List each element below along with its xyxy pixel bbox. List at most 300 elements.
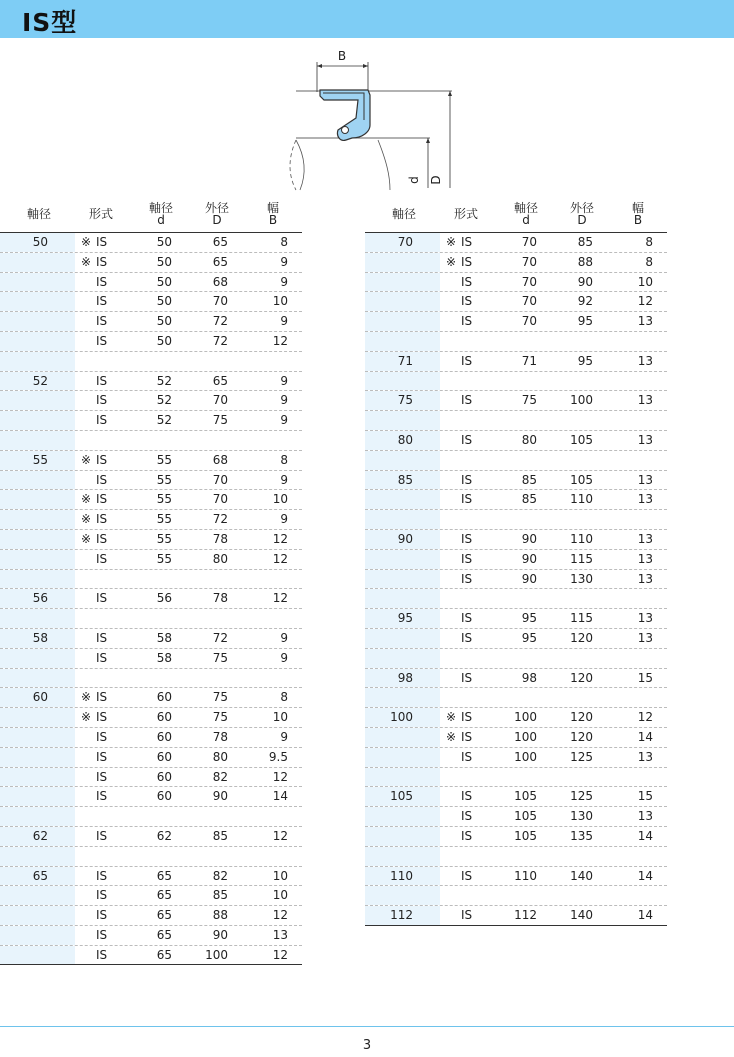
cell-mark: ※ (446, 729, 457, 744)
table-row (0, 352, 302, 372)
header-inner-d-text: 軸径 (513, 201, 538, 215)
cell-shaft (365, 728, 413, 747)
cell-d: 56 (156, 591, 172, 606)
dim-b-label: B (337, 49, 347, 63)
cell-D: 72 (212, 314, 228, 329)
cell-D (196, 669, 228, 688)
cell-shaft: 65 (32, 868, 48, 883)
cell-d: 52 (156, 373, 172, 388)
cell-d: 90 (521, 531, 537, 546)
cell-D: 135 (570, 828, 593, 843)
table-row (365, 451, 667, 471)
table-row (365, 570, 667, 590)
header-shaft-text: 軸径 (391, 207, 416, 221)
cell-mark (81, 926, 95, 945)
cell-d: 95 (521, 611, 537, 626)
cell-type: IS (96, 908, 108, 923)
cell-b (613, 886, 653, 905)
cell-mark (81, 787, 95, 806)
header-inner-d-text: 軸径 (148, 201, 173, 215)
cell-shaft: 98 (397, 670, 413, 685)
cell-shaft: 50 (32, 235, 48, 249)
cell-mark (81, 431, 95, 450)
cell-D: 88 (577, 254, 593, 269)
cell-b (613, 649, 653, 668)
cell-mark: ※ (81, 690, 92, 705)
cell-D: 68 (212, 274, 228, 289)
cell-mark (81, 471, 95, 490)
table-row (365, 649, 667, 669)
cell-D: 78 (212, 729, 228, 744)
cell-b: 13 (637, 809, 653, 824)
cell-d (505, 372, 537, 391)
cell-D: 72 (212, 333, 228, 348)
table-row (0, 886, 302, 906)
cell-type: IS (96, 749, 108, 764)
cell-d: 50 (156, 235, 172, 249)
cell-d: 90 (521, 571, 537, 586)
cell-shaft (0, 669, 48, 688)
cell-b: 13 (637, 749, 653, 764)
table-row (365, 530, 667, 550)
cell-type: IS (96, 650, 108, 665)
table-row (0, 649, 302, 669)
table-row (365, 748, 667, 768)
cell-type: IS (461, 630, 473, 645)
cell-b: 14 (637, 828, 653, 843)
cell-shaft (0, 649, 48, 668)
cell-d: 62 (156, 828, 172, 843)
cell-b: 10 (272, 888, 288, 903)
cell-mark (446, 768, 460, 787)
cell-b: 13 (637, 472, 653, 487)
table-row (365, 471, 667, 491)
cell-D: 82 (212, 868, 228, 883)
cell-d (505, 332, 537, 351)
cell-mark (446, 490, 460, 509)
header-shaft-text: 軸径 (26, 207, 51, 221)
cell-b: 14 (637, 729, 653, 744)
cell-mark (81, 332, 95, 351)
cell-d (505, 589, 537, 608)
cell-type: IS (461, 235, 473, 249)
cell-type (96, 431, 126, 450)
size-table-left (0, 196, 302, 965)
cell-shaft (0, 431, 48, 450)
cell-b: 12 (272, 531, 288, 546)
cell-shaft (0, 292, 48, 311)
table-row (0, 431, 302, 451)
cell-type: IS (461, 492, 473, 507)
cell-d: 50 (156, 314, 172, 329)
table-row (0, 787, 302, 807)
cell-mark (446, 273, 460, 292)
cell-b (613, 847, 653, 866)
cell-mark (81, 273, 95, 292)
cell-d: 100 (514, 749, 537, 764)
cell-d: 70 (521, 254, 537, 269)
cell-type: IS (96, 373, 108, 388)
cell-d: 65 (156, 908, 172, 923)
cell-shaft (0, 906, 48, 925)
cell-D: 80 (212, 749, 228, 764)
cell-d: 65 (156, 868, 172, 883)
cell-type: IS (96, 413, 108, 428)
cell-D (561, 589, 593, 608)
cell-b: 13 (637, 630, 653, 645)
cell-type: IS (461, 571, 473, 586)
table-row (0, 332, 302, 352)
cell-b: 14 (637, 868, 653, 883)
cell-type (96, 352, 126, 371)
cell-D (561, 847, 593, 866)
cell-d (505, 886, 537, 905)
cell-shaft (0, 787, 48, 806)
cell-D: 80 (212, 551, 228, 566)
header-outer-d (557, 196, 607, 232)
cell-d (140, 352, 172, 371)
cell-mark (446, 550, 460, 569)
cell-type (461, 847, 491, 866)
cell-D (196, 352, 228, 371)
cell-d: 85 (521, 472, 537, 487)
cell-D: 92 (577, 294, 593, 309)
cell-mark (446, 827, 460, 846)
cell-d: 60 (156, 729, 172, 744)
table-row (365, 273, 667, 293)
header-width-b-text: B (633, 213, 643, 227)
cell-shaft: 60 (32, 690, 48, 705)
table-row (0, 807, 302, 827)
cell-D (561, 372, 593, 391)
header-inner-d-text: d (157, 213, 165, 227)
cell-D: 75 (212, 650, 228, 665)
cell-d: 70 (521, 274, 537, 289)
cell-b: 12 (637, 710, 653, 725)
cell-b: 9 (280, 314, 288, 329)
cell-mark (81, 292, 95, 311)
cell-d (505, 510, 537, 529)
cell-type: IS (461, 828, 473, 843)
cell-D: 130 (570, 571, 593, 586)
cell-D: 105 (570, 472, 593, 487)
cell-b: 9 (280, 512, 288, 527)
cell-d: 110 (514, 868, 537, 883)
cell-mark (81, 352, 95, 371)
cell-D (561, 332, 593, 351)
cell-b: 10 (272, 492, 288, 507)
cell-shaft: 110 (390, 868, 413, 883)
cell-type (96, 669, 126, 688)
cell-b (248, 431, 288, 450)
cell-shaft (365, 411, 413, 430)
cell-mark (446, 451, 460, 470)
cell-d: 60 (156, 710, 172, 725)
table-row (0, 906, 302, 926)
cell-mark (81, 768, 95, 787)
table-row (365, 589, 667, 609)
cell-D: 85 (212, 828, 228, 843)
cell-type: IS (461, 353, 473, 368)
cell-mark (81, 649, 95, 668)
cell-d: 71 (521, 353, 537, 368)
table-row (365, 867, 667, 887)
cell-b: 13 (637, 353, 653, 368)
cell-b (248, 609, 288, 628)
cell-mark: ※ (81, 710, 92, 725)
cell-shaft: 80 (397, 432, 413, 447)
cell-type (461, 372, 491, 391)
cell-b: 8 (645, 235, 653, 249)
table-row (0, 827, 302, 847)
cell-type (461, 768, 491, 787)
cell-type: IS (461, 432, 473, 447)
cell-type: IS (96, 927, 108, 942)
cell-b (613, 768, 653, 787)
cell-shaft (0, 946, 48, 965)
cell-D (561, 451, 593, 470)
cell-D: 125 (570, 789, 593, 804)
cell-d: 60 (156, 789, 172, 804)
cell-D: 72 (212, 512, 228, 527)
cell-d: 70 (521, 235, 537, 249)
cell-D: 70 (212, 393, 228, 408)
cell-d: 52 (156, 393, 172, 408)
cell-mark: ※ (446, 235, 457, 249)
cell-d: 55 (156, 492, 172, 507)
cell-D (561, 886, 593, 905)
cell-d: 58 (156, 630, 172, 645)
cell-b: 10 (272, 868, 288, 883)
cell-b: 9 (280, 650, 288, 665)
cell-D: 85 (577, 235, 593, 249)
cell-shaft (0, 807, 48, 826)
table-row (365, 669, 667, 689)
cell-type: IS (96, 551, 108, 566)
cell-D (196, 570, 228, 589)
cell-d: 70 (521, 314, 537, 329)
cell-shaft (365, 372, 413, 391)
cell-shaft (0, 570, 48, 589)
cell-b: 12 (637, 294, 653, 309)
cell-shaft (365, 570, 413, 589)
cell-b: 12 (272, 333, 288, 348)
cell-D: 75 (212, 710, 228, 725)
cell-type: IS (96, 333, 108, 348)
header-type (76, 196, 126, 232)
cell-D (561, 649, 593, 668)
cell-shaft (365, 688, 413, 707)
cell-b (248, 352, 288, 371)
cell-shaft (0, 886, 48, 905)
header-type-text: 形式 (453, 207, 478, 221)
table-row (0, 391, 302, 411)
cell-D (561, 688, 593, 707)
cell-mark (81, 372, 95, 391)
cell-mark: ※ (446, 254, 457, 269)
cell-shaft (365, 847, 413, 866)
cell-type (461, 688, 491, 707)
header-type-text: 形式 (88, 207, 113, 221)
cell-d: 80 (521, 432, 537, 447)
cell-b: 13 (637, 571, 653, 586)
cell-type: IS (96, 729, 108, 744)
cell-mark (446, 906, 460, 925)
table-row (365, 292, 667, 312)
table-row (365, 550, 667, 570)
cell-mark (81, 589, 95, 608)
cell-shaft: 112 (390, 908, 413, 923)
cell-mark (81, 411, 95, 430)
header-outer-d-text: D (212, 213, 222, 227)
cell-b: 9 (280, 274, 288, 289)
table-row (0, 292, 302, 312)
cell-d: 55 (156, 531, 172, 546)
cell-shaft (0, 273, 48, 292)
cell-b (248, 807, 288, 826)
table-row (0, 589, 302, 609)
table-body (0, 232, 302, 965)
table-row (0, 273, 302, 293)
cell-b (248, 669, 288, 688)
table-row (365, 847, 667, 867)
cell-type: IS (461, 670, 473, 685)
cell-d: 70 (521, 294, 537, 309)
cell-shaft: 95 (397, 611, 413, 626)
cell-b: 9 (280, 630, 288, 645)
cell-d: 100 (514, 710, 537, 725)
cell-type: IS (461, 254, 473, 269)
footer-divider (0, 1026, 734, 1027)
cell-type: IS (96, 769, 108, 784)
header-width-b-text: 幅 (266, 201, 279, 215)
cell-b: 9 (280, 254, 288, 269)
cell-shaft (365, 451, 413, 470)
cell-mark (446, 391, 460, 410)
table-body (365, 232, 667, 926)
cell-mark (446, 867, 460, 886)
cell-d: 50 (156, 254, 172, 269)
cell-D: 110 (570, 492, 593, 507)
cell-type: IS (96, 947, 108, 962)
size-table-right (365, 196, 667, 926)
table-row (365, 332, 667, 352)
cell-type: IS (461, 729, 473, 744)
cell-shaft (0, 926, 48, 945)
cell-mark (446, 748, 460, 767)
cell-shaft: 85 (397, 472, 413, 487)
cell-d (505, 411, 537, 430)
table-row (365, 372, 667, 392)
cell-b: 9 (280, 373, 288, 388)
cell-mark (446, 649, 460, 668)
table-row (0, 669, 302, 689)
cell-D: 100 (205, 947, 228, 962)
table-row (0, 411, 302, 431)
cell-type: IS (461, 393, 473, 408)
cell-shaft (0, 471, 48, 490)
cell-D: 125 (570, 749, 593, 764)
cell-mark: ※ (446, 710, 457, 725)
cell-d: 55 (156, 472, 172, 487)
shaft-outline-right (296, 140, 304, 190)
cell-shaft (365, 589, 413, 608)
cell-type: IS (461, 908, 473, 923)
cell-shaft (0, 391, 48, 410)
cell-D: 105 (570, 432, 593, 447)
cell-b (248, 847, 288, 866)
cell-shaft: 55 (32, 452, 48, 467)
cell-type: IS (96, 254, 108, 269)
cell-b: 14 (272, 789, 288, 804)
table-header (365, 196, 667, 232)
page-number: 3 (362, 1038, 372, 1053)
cell-D: 82 (212, 769, 228, 784)
cell-D: 90 (212, 927, 228, 942)
cell-mark (446, 431, 460, 450)
cell-mark (446, 609, 460, 628)
cell-type: IS (461, 809, 473, 824)
cell-mark (81, 906, 95, 925)
cell-d: 105 (514, 828, 537, 843)
cell-D: 115 (570, 551, 593, 566)
cell-type (461, 886, 491, 905)
cell-type: IS (96, 868, 108, 883)
shaft-curve (378, 140, 390, 190)
cell-mark (446, 589, 460, 608)
cell-b: 13 (637, 531, 653, 546)
cell-D: 120 (570, 630, 593, 645)
cell-d: 55 (156, 452, 172, 467)
cell-mark (446, 352, 460, 371)
cell-shaft (0, 768, 48, 787)
table-row (0, 728, 302, 748)
cell-b: 13 (637, 314, 653, 329)
cell-type: IS (96, 492, 108, 507)
cell-type: IS (96, 531, 108, 546)
header-type (441, 196, 491, 232)
cell-D: 88 (212, 908, 228, 923)
cell-mark (446, 807, 460, 826)
header-outer-d-text: 外径 (569, 201, 594, 215)
table-row (365, 807, 667, 827)
cell-d (505, 847, 537, 866)
cell-d (505, 768, 537, 787)
cell-d: 52 (156, 413, 172, 428)
table-row (365, 312, 667, 332)
table-row (0, 451, 302, 471)
cell-shaft (365, 550, 413, 569)
cell-mark (446, 411, 460, 430)
table-row (365, 609, 667, 629)
cell-shaft (365, 886, 413, 905)
cell-d (505, 688, 537, 707)
table-row (365, 768, 667, 788)
cell-shaft: 100 (390, 710, 413, 725)
header-outer-d (192, 196, 242, 232)
cell-mark (81, 669, 95, 688)
cell-d: 55 (156, 551, 172, 566)
cell-type (461, 589, 491, 608)
cell-shaft: 105 (390, 789, 413, 804)
table-row (365, 253, 667, 273)
cell-mark (81, 946, 95, 965)
cell-D: 120 (570, 710, 593, 725)
dim-d-arrow (426, 138, 430, 143)
cell-type: IS (96, 393, 108, 408)
table-row (365, 886, 667, 906)
cell-D: 70 (212, 492, 228, 507)
